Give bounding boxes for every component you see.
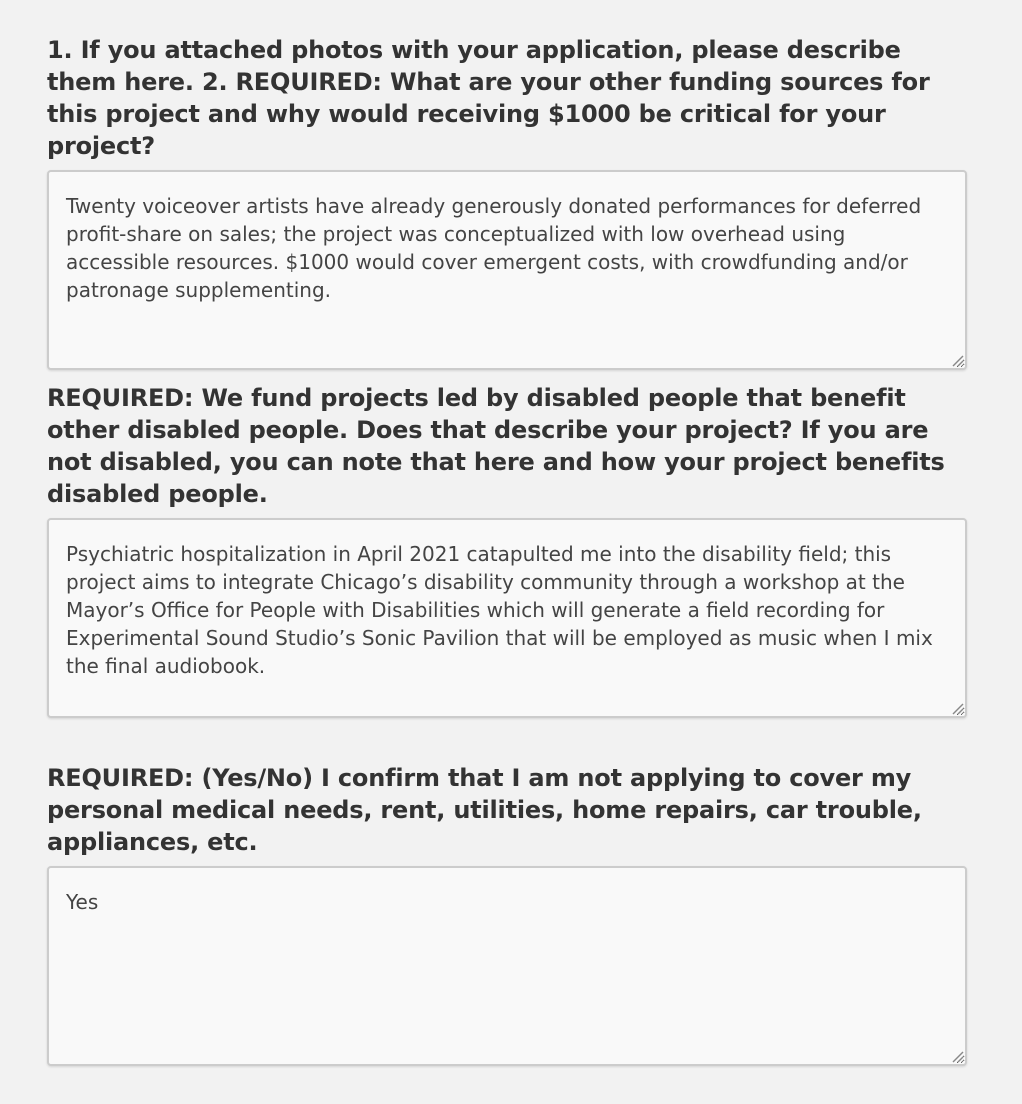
disability-led-textarea[interactable]	[47, 518, 967, 718]
question-funding-sources	[47, 34, 967, 370]
confirm-yes-no-textarea[interactable]	[47, 866, 967, 1066]
question-label: 1. If you attached photos with your application, please describe them here. 2. REQUIRED: What are your other funding sources for this project and why would receiving $1000 be critical for your project?	[47, 36, 930, 160]
question-label: REQUIRED: (Yes/No) I confirm that I am not applying to cover my personal medical needs, rent, utilities, home repairs, car trouble, appliances, etc.	[47, 764, 922, 856]
question-disability-led	[47, 382, 967, 718]
answer-field-wrapper	[47, 866, 967, 1066]
question-confirm-not-personal	[47, 762, 967, 1066]
answer-field-wrapper	[47, 170, 967, 370]
funding-sources-textarea[interactable]	[47, 170, 967, 370]
answer-field-wrapper	[47, 518, 967, 718]
question-label: REQUIRED: We fund projects led by disabled people that benefit other disabled people. Does that describe your project? If you are not disabled, you can note that here and how your project benefits disabled people.	[47, 384, 945, 508]
